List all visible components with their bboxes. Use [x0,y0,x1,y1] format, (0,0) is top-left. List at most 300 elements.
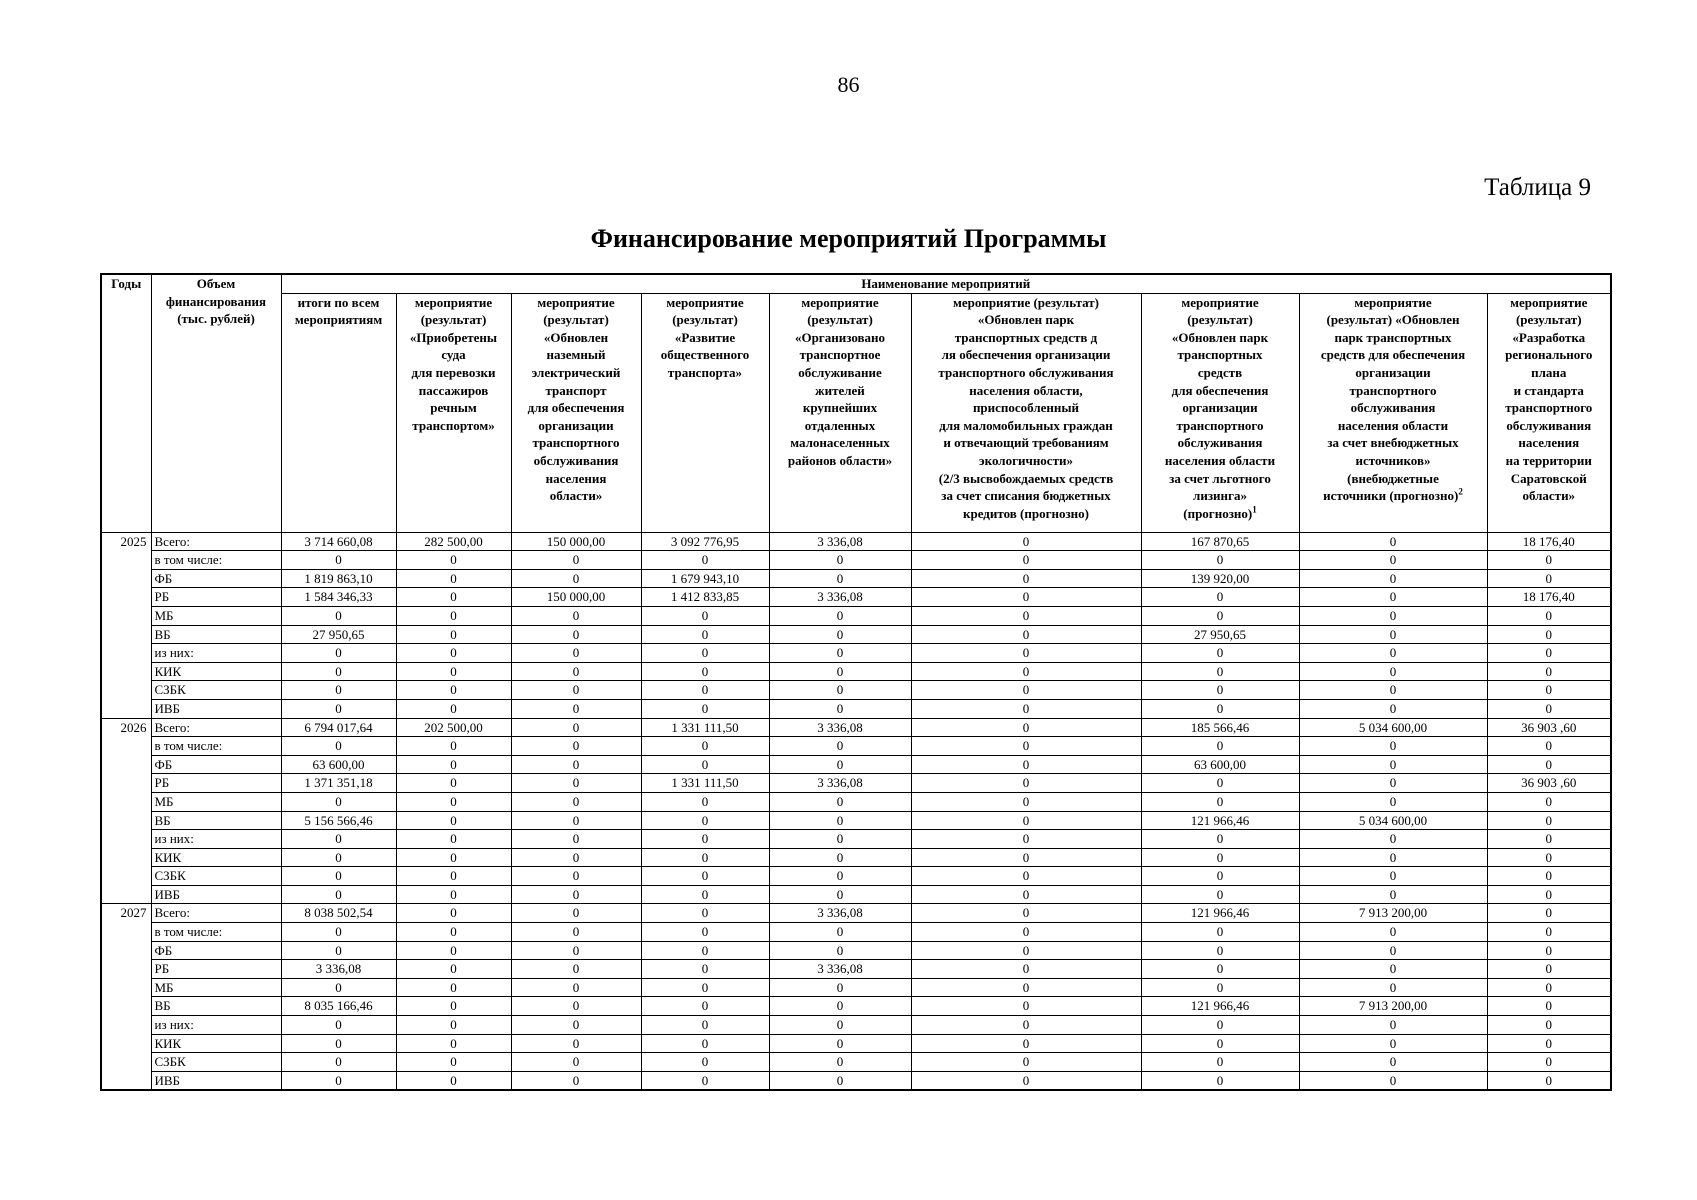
table-row [101,569,1611,588]
value-cell: 0 [911,885,1141,904]
value-cell: 0 [396,662,511,681]
value-cell: 0 [511,774,641,793]
value-cell: 3 714 660,08 [281,532,396,551]
value-cell: 0 [911,1053,1141,1072]
value-cell: 0 [396,1053,511,1072]
value-cell: 0 [911,569,1141,588]
value-cell: 0 [1141,792,1299,811]
value-cell: 0 [511,606,641,625]
value-cell: 0 [396,606,511,625]
value-cell: 0 [1487,941,1611,960]
category-cell: РБ [151,588,281,607]
value-cell: 0 [396,811,511,830]
value-cell: 0 [1299,737,1487,756]
value-cell: 0 [911,699,1141,718]
value-cell: 185 566,46 [1141,718,1299,737]
value-cell: 0 [1299,792,1487,811]
value-cell: 0 [911,923,1141,942]
header-group: Наименование мероприятий [281,274,1611,293]
value-cell: 0 [1487,551,1611,570]
table-row [101,1016,1611,1035]
value-cell: 0 [511,904,641,923]
value-cell: 0 [911,960,1141,979]
value-cell: 0 [1487,960,1611,979]
value-cell: 0 [911,737,1141,756]
value-cell: 0 [1299,960,1487,979]
value-cell: 0 [911,1016,1141,1035]
category-cell: ИВБ [151,885,281,904]
value-cell: 0 [1141,941,1299,960]
value-cell: 3 336,08 [769,532,911,551]
value-cell: 0 [911,718,1141,737]
value-cell: 0 [769,848,911,867]
value-cell: 0 [1299,625,1487,644]
value-cell: 0 [511,1016,641,1035]
value-cell: 0 [1141,867,1299,886]
category-cell: РБ [151,774,281,793]
value-cell: 0 [1487,681,1611,700]
value-cell: 0 [769,830,911,849]
financing-table [100,273,1612,1091]
value-cell: 0 [769,885,911,904]
value-cell: 0 [1487,885,1611,904]
value-cell: 1 331 111,50 [641,718,769,737]
value-cell: 3 336,08 [769,960,911,979]
category-cell: ИВБ [151,1071,281,1090]
table-row [101,830,1611,849]
value-cell: 0 [641,681,769,700]
value-cell: 0 [511,830,641,849]
value-cell: 0 [911,532,1141,551]
table-row [101,923,1611,942]
value-cell: 8 035 166,46 [281,997,396,1016]
value-cell: 0 [281,662,396,681]
value-cell: 0 [511,941,641,960]
value-cell: 0 [1141,1053,1299,1072]
header-col-9: мероприятие (результат) «Разработка регионального плана и стандарта транспортного обслуживания населения на территории Саратовской области» [1487,293,1611,532]
value-cell: 0 [511,1053,641,1072]
table-row [101,625,1611,644]
value-cell: 0 [641,811,769,830]
value-cell: 0 [769,662,911,681]
value-cell: 0 [1487,755,1611,774]
value-cell: 18 176,40 [1487,588,1611,607]
value-cell: 0 [511,737,641,756]
value-cell: 0 [769,644,911,663]
table-row [101,1053,1611,1072]
value-cell: 0 [1487,923,1611,942]
value-cell: 0 [1487,662,1611,681]
value-cell: 0 [769,1034,911,1053]
value-cell: 0 [511,978,641,997]
table-row [101,644,1611,663]
value-cell: 0 [1299,1034,1487,1053]
year-cell: 2026 [101,718,151,904]
header-col-5: мероприятие (результат) «Организовано транспортное обслуживание жителей крупнейших отдаленных малонаселенных районов области» [769,293,911,532]
value-cell: 0 [1299,569,1487,588]
category-cell: ФБ [151,941,281,960]
value-cell: 0 [281,737,396,756]
value-cell: 0 [641,1034,769,1053]
value-cell: 0 [511,848,641,867]
table-row [101,978,1611,997]
value-cell: 0 [769,606,911,625]
value-cell: 36 903 ,60 [1487,774,1611,793]
value-cell: 0 [511,811,641,830]
table-label: Таблица 9 [1484,174,1591,201]
value-cell: 36 903 ,60 [1487,718,1611,737]
value-cell: 8 038 502,54 [281,904,396,923]
category-cell: Всего: [151,718,281,737]
value-cell: 0 [911,978,1141,997]
table-row [101,960,1611,979]
value-cell: 0 [396,904,511,923]
value-cell: 0 [396,755,511,774]
header-years: Годы [101,274,151,532]
table-row [101,532,1611,551]
value-cell: 0 [511,551,641,570]
value-cell: 121 966,46 [1141,811,1299,830]
value-cell: 0 [769,699,911,718]
value-cell: 0 [911,774,1141,793]
value-cell: 0 [911,662,1141,681]
value-cell: 0 [769,625,911,644]
value-cell: 0 [911,830,1141,849]
value-cell: 0 [396,625,511,644]
value-cell: 27 950,65 [1141,625,1299,644]
page-title: Финансирование мероприятий Программы [590,224,1107,253]
value-cell: 0 [1141,848,1299,867]
value-cell: 0 [769,867,911,886]
value-cell: 0 [1299,941,1487,960]
value-cell: 0 [511,960,641,979]
value-cell: 0 [1299,532,1487,551]
value-cell: 0 [1487,1016,1611,1035]
category-cell: РБ [151,960,281,979]
value-cell: 0 [911,644,1141,663]
value-cell: 0 [396,644,511,663]
value-cell: 0 [1299,699,1487,718]
category-cell: в том числе: [151,923,281,942]
value-cell: 0 [1299,848,1487,867]
value-cell: 5 034 600,00 [1299,718,1487,737]
value-cell: 0 [1141,978,1299,997]
category-cell: СЗБК [151,867,281,886]
value-cell: 0 [281,1071,396,1090]
value-cell: 0 [511,1034,641,1053]
value-cell: 0 [396,923,511,942]
value-cell: 0 [911,1071,1141,1090]
value-cell: 0 [911,755,1141,774]
category-cell: Всего: [151,532,281,551]
value-cell: 0 [641,662,769,681]
value-cell: 0 [511,569,641,588]
value-cell: 0 [911,904,1141,923]
value-cell: 3 336,08 [769,774,911,793]
value-cell: 1 679 943,10 [641,569,769,588]
value-cell: 167 870,65 [1141,532,1299,551]
value-cell: 0 [396,774,511,793]
category-cell: СЗБК [151,681,281,700]
value-cell: 0 [1299,644,1487,663]
header-col-6: мероприятие (результат) «Обновлен парк транспортных средств д ля обеспечения организации транспортного обслуживания населения области, приспособленный для маломобильных граждан и отвечающий требованиям экологичности» (2/3 высвобождаемых средств за счет списания бюджетных кредитов (прогнозно) [911,293,1141,532]
value-cell: 0 [1141,644,1299,663]
value-cell: 121 966,46 [1141,997,1299,1016]
year-cell: 2027 [101,904,151,1090]
value-cell: 3 092 776,95 [641,532,769,551]
value-cell: 0 [1487,737,1611,756]
value-cell: 0 [281,699,396,718]
value-cell: 0 [1299,588,1487,607]
value-cell: 0 [396,848,511,867]
value-cell: 0 [511,718,641,737]
value-cell: 0 [1141,1016,1299,1035]
value-cell: 282 500,00 [396,532,511,551]
category-cell: ИВБ [151,699,281,718]
value-cell: 0 [641,551,769,570]
category-cell: Всего: [151,904,281,923]
value-cell: 0 [396,978,511,997]
table-row [101,867,1611,886]
value-cell: 0 [911,848,1141,867]
table-row [101,848,1611,867]
value-cell: 0 [1141,606,1299,625]
value-cell: 0 [396,867,511,886]
value-cell: 0 [281,848,396,867]
value-cell: 63 600,00 [281,755,396,774]
footnote-mark-1: 1 [1252,504,1257,515]
value-cell: 3 336,08 [281,960,396,979]
value-cell: 0 [1487,699,1611,718]
value-cell: 0 [1141,830,1299,849]
category-cell: МБ [151,606,281,625]
value-cell: 0 [911,792,1141,811]
value-cell: 0 [281,1016,396,1035]
category-cell: МБ [151,978,281,997]
value-cell: 0 [1141,737,1299,756]
category-cell: из них: [151,830,281,849]
value-cell: 0 [769,569,911,588]
table-row [101,681,1611,700]
value-cell: 0 [769,681,911,700]
value-cell: 0 [769,1053,911,1072]
value-cell: 0 [1487,997,1611,1016]
value-cell: 0 [641,830,769,849]
table-row [101,737,1611,756]
value-cell: 0 [396,792,511,811]
value-cell: 3 336,08 [769,904,911,923]
value-cell: 27 950,65 [281,625,396,644]
value-cell: 7 913 200,00 [1299,997,1487,1016]
value-cell: 0 [769,997,911,1016]
value-cell: 0 [1141,588,1299,607]
value-cell: 18 176,40 [1487,532,1611,551]
value-cell: 0 [281,941,396,960]
value-cell: 139 920,00 [1141,569,1299,588]
value-cell: 6 794 017,64 [281,718,396,737]
value-cell: 0 [511,699,641,718]
value-cell: 1 331 111,50 [641,774,769,793]
value-cell: 0 [281,606,396,625]
value-cell: 0 [641,644,769,663]
table-row [101,941,1611,960]
value-cell: 0 [281,1034,396,1053]
value-cell: 0 [1299,830,1487,849]
header-col-8 [1299,293,1487,532]
value-cell: 0 [641,960,769,979]
value-cell: 0 [1141,1034,1299,1053]
table-row [101,718,1611,737]
value-cell: 0 [769,551,911,570]
value-cell: 0 [511,923,641,942]
category-cell: ВБ [151,625,281,644]
value-cell: 0 [1299,551,1487,570]
category-cell: из них: [151,1016,281,1035]
value-cell: 0 [1487,1034,1611,1053]
value-cell: 3 336,08 [769,718,911,737]
table-row [101,755,1611,774]
value-cell: 0 [1299,867,1487,886]
category-cell: КИК [151,662,281,681]
value-cell: 0 [641,904,769,923]
value-cell: 0 [911,681,1141,700]
value-cell: 1 371 351,18 [281,774,396,793]
table-row [101,904,1611,923]
value-cell: 0 [641,848,769,867]
value-cell: 0 [511,997,641,1016]
category-cell: в том числе: [151,551,281,570]
footnote-mark-2: 2 [1458,486,1463,497]
table-row [101,606,1611,625]
value-cell: 0 [641,997,769,1016]
value-cell: 0 [511,681,641,700]
value-cell: 1 584 346,33 [281,588,396,607]
value-cell: 0 [1487,625,1611,644]
value-cell: 0 [769,978,911,997]
header-col-1: итоги по всем мероприятиям [281,293,396,532]
value-cell: 150 000,00 [511,532,641,551]
value-cell: 0 [511,1071,641,1090]
value-cell: 0 [1299,1016,1487,1035]
table-row [101,774,1611,793]
value-cell: 0 [1141,774,1299,793]
value-cell: 0 [641,885,769,904]
value-cell: 0 [281,923,396,942]
value-cell: 0 [511,644,641,663]
value-cell: 0 [396,997,511,1016]
value-cell: 0 [396,681,511,700]
value-cell: 0 [511,867,641,886]
value-cell: 0 [641,1016,769,1035]
value-cell: 0 [1299,978,1487,997]
value-cell: 0 [396,699,511,718]
value-cell: 0 [1487,830,1611,849]
header-volume: Объем финансирования (тыс. рублей) [151,274,281,532]
value-cell: 0 [641,737,769,756]
value-cell: 0 [1487,1053,1611,1072]
header-col-7-text: мероприятие (результат) «Обновлен парк транспортных средств для обеспечения организации транспортного обслуживания населения области за счет льготного лизинга» (прогнозно) [1164,294,1276,521]
value-cell: 0 [1141,662,1299,681]
value-cell: 1 819 863,10 [281,569,396,588]
value-cell: 0 [1487,569,1611,588]
value-cell: 0 [641,978,769,997]
value-cell: 0 [641,923,769,942]
value-cell: 0 [1141,1071,1299,1090]
value-cell: 0 [641,941,769,960]
page-number: 86 [837,72,860,97]
value-cell: 0 [1299,1071,1487,1090]
category-cell: из них: [151,644,281,663]
table-row [101,997,1611,1016]
value-cell: 0 [1487,867,1611,886]
value-cell: 0 [396,1071,511,1090]
category-cell: в том числе: [151,737,281,756]
value-cell: 0 [641,1071,769,1090]
table-body [101,532,1611,1090]
value-cell: 0 [1141,923,1299,942]
header-col-8-text: мероприятие (результат) «Обновлен парк транспортных средств для обеспечения организации транспортного обслуживания населения области за счет внебюджетных источников» (внебюджетные источники (прогнозно) [1320,294,1466,504]
value-cell: 0 [769,811,911,830]
value-cell: 202 500,00 [396,718,511,737]
value-cell: 7 913 200,00 [1299,904,1487,923]
value-cell: 0 [1141,681,1299,700]
value-cell: 0 [281,885,396,904]
value-cell: 0 [511,755,641,774]
value-cell: 0 [281,551,396,570]
value-cell: 5 156 566,46 [281,811,396,830]
value-cell: 0 [911,625,1141,644]
value-cell: 0 [769,923,911,942]
value-cell: 0 [281,978,396,997]
category-cell: СЗБК [151,1053,281,1072]
value-cell: 0 [511,792,641,811]
header-col-4: мероприятие (результат) «Развитие общественного транспорта» [641,293,769,532]
value-cell: 0 [396,1016,511,1035]
value-cell: 0 [911,1034,1141,1053]
value-cell: 0 [769,941,911,960]
table-row [101,588,1611,607]
value-cell: 0 [281,867,396,886]
value-cell: 0 [641,1053,769,1072]
value-cell: 0 [769,792,911,811]
category-cell: ВБ [151,997,281,1016]
value-cell: 0 [396,551,511,570]
table-row [101,1034,1611,1053]
table-row [101,551,1611,570]
value-cell: 0 [1487,811,1611,830]
value-cell: 5 034 600,00 [1299,811,1487,830]
value-cell: 0 [281,681,396,700]
value-cell: 0 [396,960,511,979]
value-cell: 63 600,00 [1141,755,1299,774]
value-cell: 0 [1299,885,1487,904]
value-cell: 0 [511,625,641,644]
value-cell: 0 [1141,960,1299,979]
value-cell: 0 [1141,885,1299,904]
value-cell: 0 [1299,755,1487,774]
value-cell: 0 [1299,923,1487,942]
value-cell: 0 [1299,1053,1487,1072]
value-cell: 0 [641,792,769,811]
value-cell: 0 [641,625,769,644]
value-cell: 150 000,00 [511,588,641,607]
value-cell: 0 [641,606,769,625]
value-cell: 0 [1487,848,1611,867]
value-cell: 0 [769,1016,911,1035]
value-cell: 0 [1487,606,1611,625]
value-cell: 0 [1141,699,1299,718]
value-cell: 0 [769,755,911,774]
